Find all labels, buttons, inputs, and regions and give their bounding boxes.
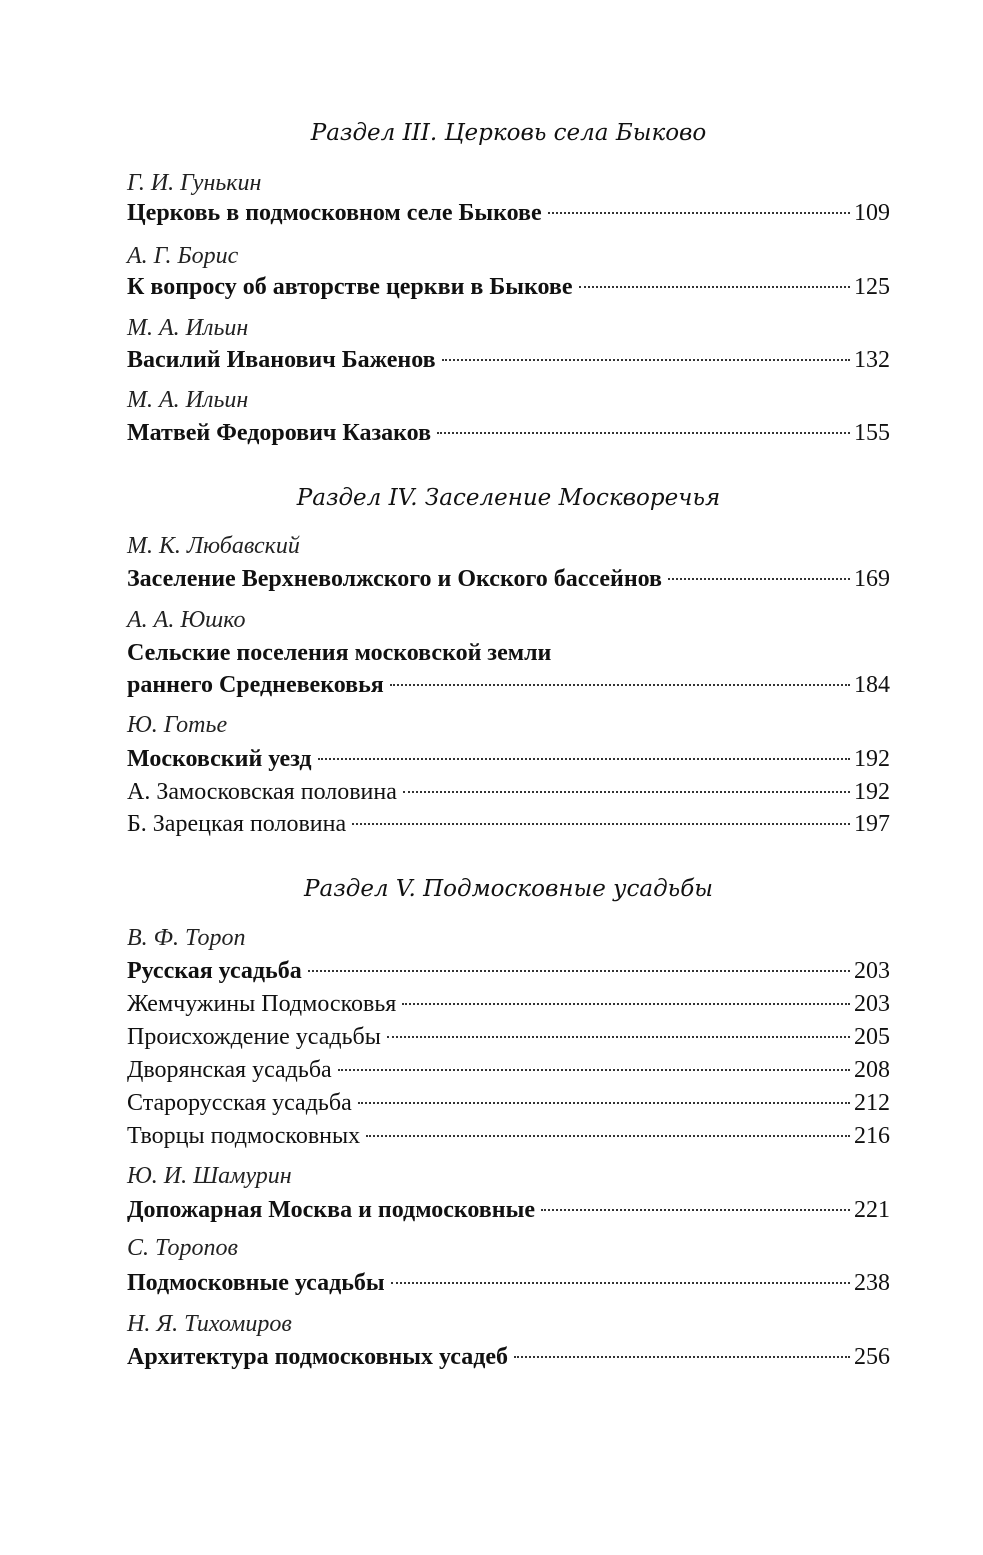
entry-label: М. А. Ильин [127, 315, 249, 341]
dot-leader [366, 1135, 850, 1137]
dot-leader [308, 970, 850, 972]
entry-label: Сельские поселения московской земли [127, 640, 552, 666]
dot-leader [437, 432, 850, 434]
section-heading [127, 482, 890, 514]
page-number: 192 [854, 746, 890, 772]
entry-label: А. Замосковская половина [127, 779, 397, 805]
page-number: 205 [854, 1024, 890, 1050]
entry-label: Б. Зарецкая половина [127, 811, 347, 837]
entry-label: В. Ф. Тороп [127, 925, 246, 951]
dot-leader [403, 791, 850, 793]
toc-entry [127, 955, 890, 987]
entry-label: С. Торопов [127, 1235, 238, 1261]
entry-label: Русская усадьба [127, 958, 302, 984]
dot-leader [390, 684, 850, 686]
author-name [127, 709, 890, 741]
dot-leader [338, 1069, 850, 1071]
page-number: 203 [854, 991, 890, 1017]
page-number: 238 [854, 1270, 890, 1296]
page-number: 132 [854, 347, 890, 373]
author-name [127, 312, 890, 344]
entry-label: Г. И. Гунькин [127, 170, 262, 196]
dot-leader [541, 1209, 850, 1211]
entry-label: Раздел V. Подмосковные усадьбы [304, 876, 713, 902]
page-number: 203 [854, 958, 890, 984]
toc-entry [127, 988, 890, 1020]
entry-label: Архитектура подмосковных усадеб [127, 1344, 508, 1370]
toc-entry [127, 1267, 890, 1299]
entry-label: Ю. Готье [127, 712, 228, 738]
toc-entry [127, 808, 890, 840]
page-number: 125 [854, 274, 890, 300]
entry-label: Допожарная Москва и подмосковные [127, 1197, 535, 1223]
entry-label: Происхождение усадьбы [127, 1024, 381, 1050]
toc-entry [127, 271, 890, 303]
dot-leader [352, 823, 850, 825]
entry-label: Н. Я. Тихомиров [127, 1311, 292, 1337]
entry-label: Старорусская усадьба [127, 1090, 352, 1116]
dot-leader [387, 1036, 850, 1038]
dot-leader [391, 1282, 850, 1284]
entry-label: Московский уезд [127, 746, 312, 772]
author-name [127, 922, 890, 954]
toc-entry [127, 1021, 890, 1053]
page-number: 169 [854, 566, 890, 592]
toc-entry [127, 669, 890, 701]
toc-entry [127, 743, 890, 775]
author-name [127, 240, 890, 272]
entry-label: Матвей Федорович Казаков [127, 420, 432, 446]
entry-label: А. А. Юшко [127, 607, 246, 633]
toc-entry [127, 417, 890, 449]
entry-label: Василий Иванович Баженов [127, 347, 436, 373]
dot-leader [514, 1356, 850, 1358]
toc-entry [127, 1341, 890, 1373]
entry-label: Жемчужины Подмосковья [127, 991, 397, 1017]
author-name [127, 604, 890, 636]
page-number: 221 [854, 1197, 890, 1223]
page-number: 155 [854, 420, 890, 446]
toc-entry [127, 1054, 890, 1086]
entry-label: Ю. И. Шамурин [127, 1163, 292, 1189]
entry-label: Творцы подмосковных [127, 1123, 361, 1149]
page-number: 197 [854, 811, 890, 837]
dot-leader [358, 1102, 850, 1104]
toc-entry [127, 1120, 890, 1152]
page-number: 256 [854, 1344, 890, 1370]
author-name [127, 384, 890, 416]
page-number: 109 [854, 200, 890, 226]
dot-leader [442, 359, 850, 361]
entry-label: Дворянская усадьба [127, 1057, 332, 1083]
entry-label: К вопросу об авторстве церкви в Быкове [127, 274, 573, 300]
section-heading [127, 117, 890, 149]
entry-label: М. К. Любавский [127, 533, 300, 559]
entry-label: Раздел III. Церковь села Быково [310, 120, 707, 146]
toc-entry [127, 1194, 890, 1226]
entry-label: Раздел IV. Заселение Москворечья [296, 485, 721, 511]
author-name [127, 530, 890, 562]
entry-label: Подмосковные усадьбы [127, 1270, 385, 1296]
page-number: 212 [854, 1090, 890, 1116]
author-name [127, 1160, 890, 1192]
page-number: 192 [854, 779, 890, 805]
dot-leader [318, 758, 850, 760]
toc-entry [127, 776, 890, 808]
toc-entry [127, 344, 890, 376]
entry-label: Заселение Верхневолжского и Окского бассейнов [127, 566, 663, 592]
entry-label: М. А. Ильин [127, 387, 249, 413]
section-heading [127, 873, 890, 905]
toc-entry [127, 563, 890, 595]
dot-leader [402, 1003, 850, 1005]
entry-label: Церковь в подмосковном селе Быкове [127, 200, 542, 226]
dot-leader [668, 578, 850, 580]
toc-entry [127, 1087, 890, 1119]
author-name [127, 1232, 890, 1264]
page-number: 208 [854, 1057, 890, 1083]
page-number: 216 [854, 1123, 890, 1149]
dot-leader [548, 212, 850, 214]
author-name [127, 1308, 890, 1340]
toc-entry [127, 197, 890, 229]
dot-leader [579, 286, 851, 288]
entry-label: раннего Средневековья [127, 672, 384, 698]
author-name [127, 167, 890, 199]
page-number: 184 [854, 672, 890, 698]
entry-label: А. Г. Борис [127, 243, 239, 269]
toc-entry [127, 637, 890, 669]
